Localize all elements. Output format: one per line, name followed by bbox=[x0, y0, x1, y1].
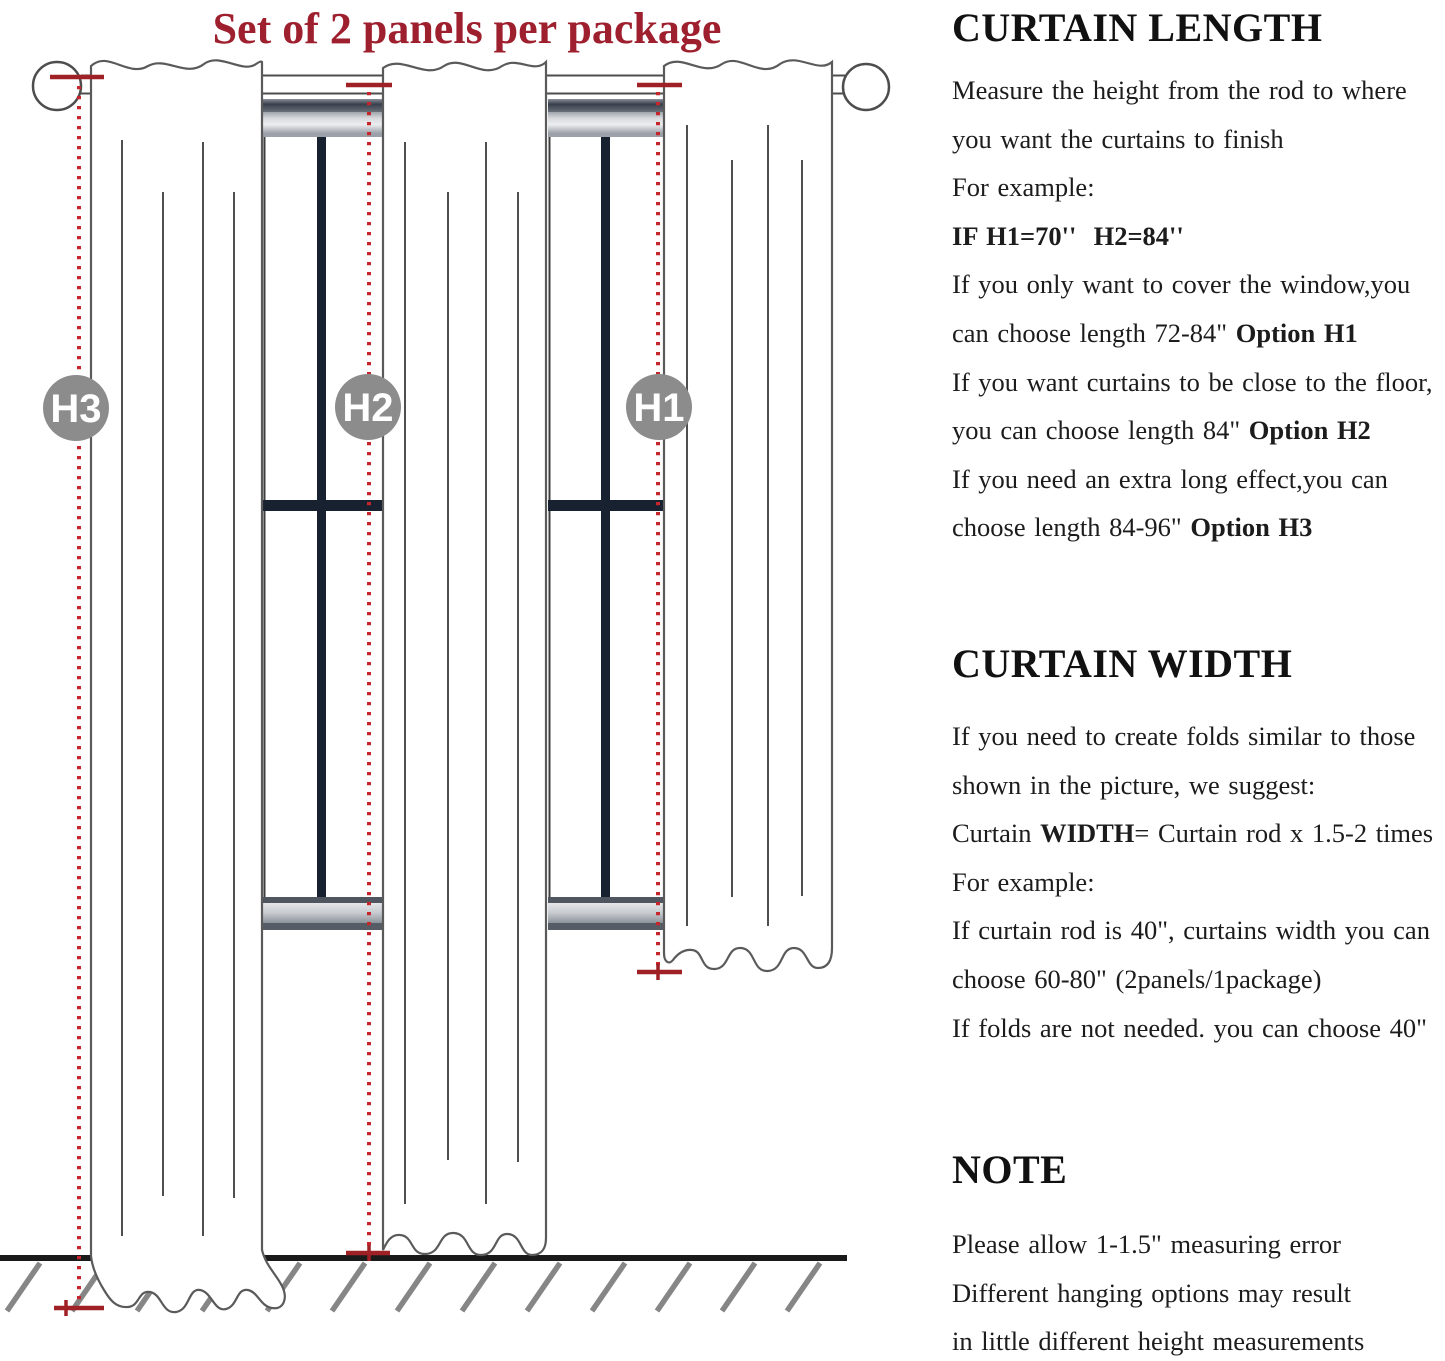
curtain-panel-h1 bbox=[664, 60, 832, 971]
text-line: For example: bbox=[952, 172, 1095, 203]
text-line: you want the curtains to finish bbox=[952, 123, 1284, 154]
rod-finial-left-icon bbox=[33, 62, 81, 110]
curtain-panel-h3 bbox=[91, 60, 285, 1312]
text-line: Curtain WIDTH= Curtain rod x 1.5-2 times bbox=[952, 818, 1434, 849]
badge-h3 bbox=[43, 375, 109, 441]
svg-text:H1: H1 bbox=[633, 386, 685, 430]
note-body bbox=[952, 1220, 1445, 1361]
svg-text:H2: H2 bbox=[342, 386, 394, 430]
text-line: IF H1=70'' H2=84'' bbox=[952, 220, 1184, 251]
window-left bbox=[263, 99, 382, 930]
rod-finial-right-icon bbox=[843, 64, 889, 110]
window-left-mullion bbox=[317, 137, 326, 897]
diagram-title: Set of 2 panels per package bbox=[212, 4, 722, 53]
window-left-crossbar bbox=[263, 500, 382, 511]
text-line: in little different height measurements bbox=[952, 1326, 1365, 1357]
text-line: If you only want to cover the window,you bbox=[952, 269, 1411, 300]
window-right-crossbar bbox=[548, 500, 663, 511]
curtain-width-body bbox=[952, 712, 1445, 1052]
text-line: If you need to create folds similar to those bbox=[952, 721, 1416, 751]
curtain-panel-h2 bbox=[383, 62, 546, 1255]
note-heading: NOTE bbox=[952, 1147, 1068, 1192]
text-line: Different hanging options may result bbox=[952, 1277, 1352, 1308]
text-line: Measure the height from the rod to where bbox=[952, 75, 1407, 105]
text-line: choose 60-80" (2panels/1package) bbox=[952, 963, 1322, 994]
badge-h2 bbox=[335, 374, 401, 440]
window-right bbox=[548, 99, 663, 930]
svg-text:H3: H3 bbox=[50, 387, 102, 431]
curtain-length-body bbox=[952, 66, 1445, 552]
window-right-mullion bbox=[601, 137, 610, 897]
text-line: shown in the picture, we suggest: bbox=[952, 769, 1316, 800]
text-line: you can choose length 84" Option H2 bbox=[952, 415, 1371, 446]
text-line: Please allow 1-1.5" measuring error bbox=[952, 1229, 1341, 1259]
text-line: If you need an extra long effect,you can bbox=[952, 463, 1388, 494]
text-line: For example: bbox=[952, 866, 1095, 897]
text-line: choose length 84-96" Option H3 bbox=[952, 512, 1313, 543]
badge-h1 bbox=[626, 374, 692, 440]
curtain-width-heading: CURTAIN WIDTH bbox=[952, 641, 1293, 686]
text-line: If folds are not needed. you can choose 40" bbox=[952, 1012, 1427, 1043]
text-line: can choose length 72-84" Option H1 bbox=[952, 317, 1358, 348]
text-line: If curtain rod is 40", curtains width you can bbox=[952, 915, 1430, 946]
text-line: If you want curtains to be close to the floor, bbox=[952, 366, 1433, 397]
curtain-length-heading: CURTAIN LENGTH bbox=[952, 5, 1323, 50]
